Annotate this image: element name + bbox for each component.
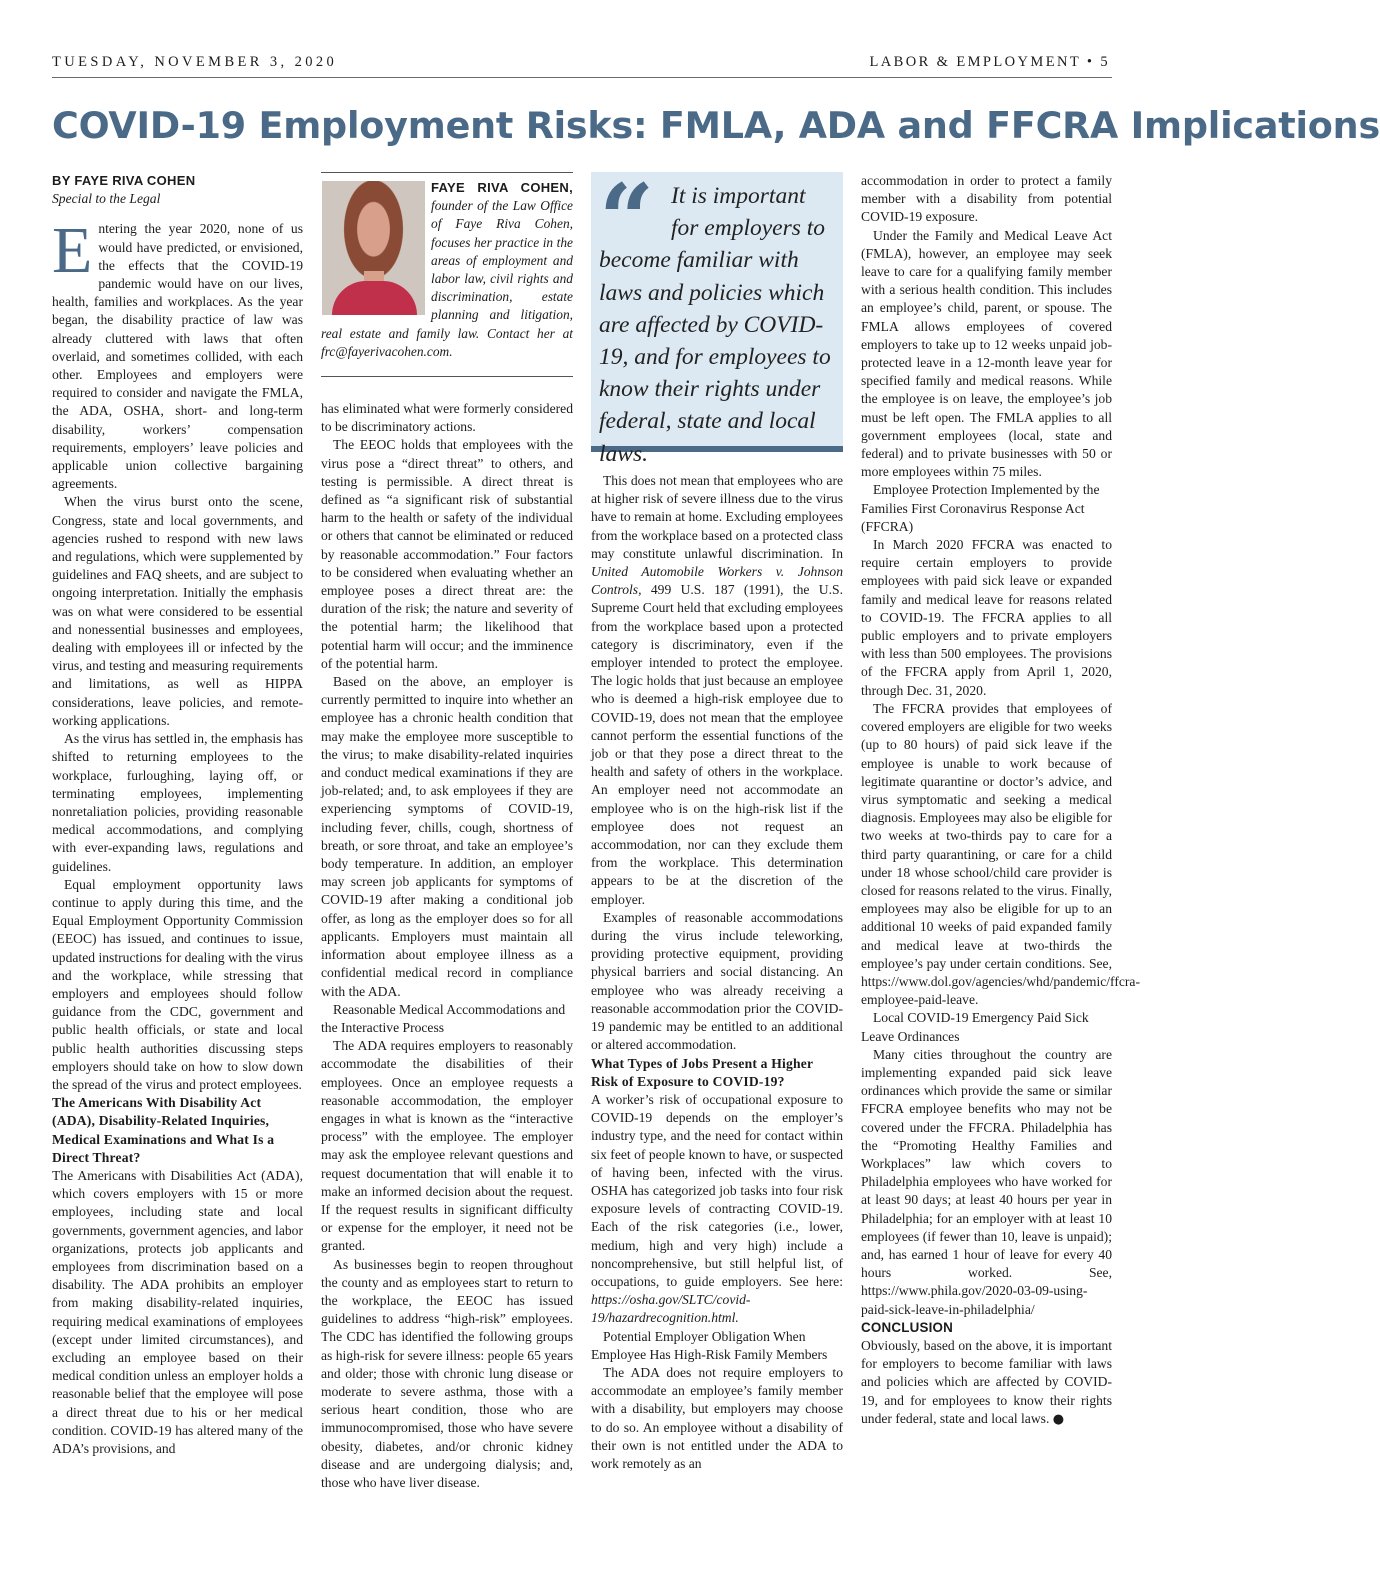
pull-quote-rest: become familiar with laws and policies which are affected by COVID-19, and for employees to know their rights under federal, state and local laws.	[599, 247, 831, 467]
section-subhead: What Types of Jobs Present a Higher Risk of Exposure to COVID-19?	[591, 1055, 813, 1089]
article-column-4	[861, 172, 1140, 1429]
end-mark-icon: ●	[1052, 1411, 1065, 1427]
section-page-label: LABOR & EMPLOYMENT • 5	[869, 54, 1110, 70]
paragraph: has eliminated what were formerly considered to be discriminatory actions.	[321, 401, 573, 435]
article-column-3	[591, 472, 843, 1473]
running-head	[52, 54, 1110, 71]
paragraph: As the virus has settled in, the emphasis has shifted to returning employees to the workplace, furloughing, laying off, or terminating employees, implementing nonretaliation policies, providing reasonable medical accommodations, and complying with ever-expanding laws, regulations and guidelines.	[52, 731, 303, 874]
section-subhead: Reasonable Medical Accommodations and the Interactive Process	[321, 1001, 566, 1035]
photo-shirt	[332, 281, 417, 315]
author-name: FAYE RIVA COHEN,	[431, 180, 573, 195]
paragraph-text: A worker’s risk of occupational exposure to COVID-19 depends on the employer’s industry type, and the need for contact within six feet of people known to have, or suspected of having been, infected with the virus. OSHA has categorized job tasks into four risk exposure levels of contracting COVID-19. Each of the risk categories (i.e., lower, medium, high and very high) include a noncomprehensive, but still helpful list, of occupations, to guide employers. See here:	[591, 1091, 843, 1289]
author-photo	[322, 181, 425, 315]
paragraph	[52, 214, 303, 493]
byline-role: Special to the Legal	[52, 191, 161, 207]
author-description: founder of the Law Office of Faye Riva Cohen, focuses her practice in the areas of employment and labor law, civil rights and discrimination, estate planning and litigation, real estate and family law. Contact her at frc@fayerivacohen.com.	[321, 198, 573, 359]
paragraph: Many cities throughout the country are implementing expanded paid sick leave ordinances which provide the same or similar FFCRA employee benefits who may not be covered under the FFCRA. Philadelphia has the “Promoting Healthy Families and Workplaces” law which covers to Philadelphia employees who have worked for at least 90 days; at least 40 hours per year in Philadelphia; for an employer with at least 10 employees (if fewer than 10, leave is unpaid); and, has earned 1 hour of leave for every 40 hours worked. See, https://www.phila.gov/2020-03-09-using-paid-sick-leave-in-philadelphia/	[861, 1046, 1112, 1317]
author-bio-box	[321, 172, 573, 377]
osha-link[interactable]: https://osha.gov/SLTC/covid-19/hazardrecognition.html.	[591, 1292, 751, 1326]
paragraph: As businesses begin to reopen throughout the county and as employees start to return to the workplace, the EEOC has issued guidelines to address “high-risk” employees. The CDC has identified the following groups as high-risk for severe illness: people 65 years and older; those with chronic lung disease or moderate to severe asthma, those with a serious heart condition, those who are immunocompromised, those who have severe obesity, diabetes, and/or chronic kidney disease and are undergoing dialysis; and, those who have liver disease.	[321, 1256, 573, 1490]
byline: BY FAYE RIVA COHEN	[52, 173, 196, 188]
paragraph: accommodation in order to protect a family member with a disability from potential COVID-19 exposure.	[861, 173, 1112, 225]
article-column-1	[52, 172, 303, 1458]
pull-quote-text	[599, 180, 837, 470]
pull-quote-lead: It is important for employers to	[671, 183, 826, 242]
case-citation: United Automobile Workers v. Johnson Controls,	[591, 564, 843, 598]
paragraph: The ADA does not require employers to accommodate an employee’s family member with a disability, but employers may choose to do so. An employee without a disability of their own is not entitled under the ADA to work remotely as an	[591, 1364, 843, 1471]
paragraph: When the virus burst onto the scene, Congress, state and local governments, and agencies rushed to respond with new laws and regulations, which were supplemented by guidelines and FAQ sheets, and are subject to ongoing interpretation. Initially the emphasis was on what were considered to be essential and nonessential businesses and employees, dealing with employees ill or infected by the virus, and testing and measuring requirements and limitations, as well as HIPPA considerations, leave policies, and remote-working applications.	[52, 494, 303, 728]
section-subhead: The Americans With Disability Act (ADA), Disability-Related Inquiries, Medical Examinations and What Is a Direct Threat?	[52, 1095, 275, 1165]
paragraph-text: This does not mean that employees who are at higher risk of severe illness due to the virus have to remain at home. Excluding employees from the workplace based on a protected class may constitute unlawful discrimination. In	[591, 473, 843, 561]
section-subhead: Potential Employer Obligation When Employee Has High-Risk Family Members	[591, 1328, 828, 1362]
paragraph: Equal employment opportunity laws continue to apply during this time, and the Equal Employment Opportunity Commission (EEOC) has issued, and continues to issue, updated instructions for dealing with the virus and the workplace, while stressing that employers and employees should follow guidance from the CDC, government and public health officials, or state and local public health authorities discussing steps employers should take on how to slow down the spread of the virus and protect employees.	[52, 876, 303, 1092]
paragraph-text: Obviously, based on the above, it is important for employers to become familiar with laws and policies which are affected by COVID-19, and for employees to know their rights under federal, state and local laws.	[861, 1338, 1112, 1426]
paragraph	[591, 472, 843, 909]
paragraph	[591, 1091, 843, 1328]
conclusion-heading: CONCLUSION	[861, 1319, 954, 1335]
paragraph: The ADA requires employers to reasonably accommodate the disabilities of their employees. Once an employee requests a reasonable accommodation, the employer engages in what is known as the “interactive process” with the employee. The employer may ask the employee relevant questions and request documentation that will enable it to make an informed decision about the request. If the request results in significant difficulty or expense for the employer, it need not be granted.	[321, 1038, 573, 1254]
article-column-2	[321, 400, 573, 1492]
paragraph: In March 2020 FFCRA was enacted to require certain employers to provide employees with paid sick leave or expanded family and medical leave for reasons related to COVID-19. The FFCRA applies to all public employers and to private employers with less than 500 employees. The provisions of the FFCRA apply from April 1, 2020, through Dec. 31, 2020.	[861, 537, 1112, 698]
drop-cap: E	[52, 214, 93, 288]
quote-mark-icon: “	[599, 163, 655, 276]
paragraph-text: ntering the year 2020, none of us would have predicted, or envisioned, the effects that the COVID-19 pandemic would have on our lives, health, families and workplaces. As the year began, the disability practice of law was already cluttered with laws that often overlaid, and sometimes collided, with each other. Employees and employers were required to consider and navigate the FMLA, the ADA, OSHA, short- and long-term disability, workers’ compensation requirements, employers’ leave policies and applicable union collective bargaining agreements.	[52, 221, 303, 492]
section-subhead: Employee Protection Implemented by the Families First Coronavirus Response Act (FFCRA)	[861, 482, 1100, 534]
section-subhead: Local COVID-19 Emergency Paid Sick Leave Ordinances	[861, 1010, 1089, 1044]
header-rule	[52, 77, 1112, 78]
paragraph: The Americans with Disabilities Act (ADA), which covers employers with 15 or more employees, including state and local governments, government agencies, and labor organizations, protects job applicants and employees from discrimination based on a disability. The ADA prohibits an employer from making disability-related inquiries, requiring medical examinations of employees (except under limited circumstances), and excluding an employee based on their medical condition unless an employer holds a reasonable belief that the employee will pose a direct threat due to his or her medical condition. COVID-19 has altered many of the ADA’s provisions, and	[52, 1167, 303, 1457]
paragraph: Examples of reasonable accommodations during the virus include teleworking, providing protective equipment, providing physical barriers and social distancing. An employee who was already receiving a reasonable accommodation prior the COVID-19 pandemic may be entitled to an additional or altered accommodation.	[591, 909, 843, 1053]
paragraph: Under the Family and Medical Leave Act (FMLA), however, an employee may seek leave to care for a qualifying family member with a serious health condition. This includes an employee’s child, parent, or spouse. The FMLA allows employees of covered employers to take up to 12 weeks unpaid job-protected leave in a 12-month leave year for specified family and medical reasons. While the employee is on leave, the employee’s job must be left open. The FMLA applies to all government employees (local, state and federal) and to private businesses with 50 or more employees within 75 miles.	[861, 227, 1112, 480]
paragraph	[861, 1337, 1112, 1429]
issue-date: TUESDAY, NOVEMBER 3, 2020	[52, 54, 338, 70]
paragraph: The FFCRA provides that employees of covered employers are eligible for two weeks (up to 80 hours) of paid sick leave if the employee is unable to work because of legitimate quarantine or doctor’s advice, and virus symptomatic and seeking a medical diagnosis. Employees may also be eligible for two weeks at two-thirds pay to care for a third party quarantining, or care for a child under 18 whose school/child care provider is closed for reasons related to the virus. Finally, employees may also be eligible for up to an additional 10 weeks of paid expanded family and medical leave at two-thirds the employee’s pay under certain conditions. See, https://www.dol.gov/agencies/whd/pandemic/ffcra-employee-paid-leave.	[861, 700, 1140, 1008]
article-headline: COVID-19 Employment Risks: FMLA, ADA and FFCRA Implications	[52, 104, 1380, 147]
pull-quote	[591, 163, 843, 467]
paragraph-text: 499 U.S. 187 (1991), the U.S. Supreme Court held that excluding employees from the workplace based upon a protected category is discriminatory, even if the employer intended to protect the employee. The logic holds that just because an employee who is deemed a high-risk employee due to COVID-19, does not mean that the employee cannot perform the essential functions of the job or that they pose a direct threat to the health and safety of others in the workplace. An employer need not accommodate an employee who is on the high-risk list if the employee does not request an accommodation, nor can they exclude them from the workplace. This determination appears to be at the discretion of the employer.	[591, 582, 843, 907]
paragraph: The EEOC holds that employees with the virus pose a “direct threat” to others, and testing is permissible. A direct threat is defined as “a significant risk of substantial harm to the health or safety of the individual or others that cannot be eliminated or reduced by reasonable accommodation.” Four factors to be considered when evaluating whether an employee poses a direct threat are: the duration of the risk; the nature and severity of the potential harm; the likelihood that potential harm will occur; and the imminence of the potential harm.	[321, 437, 573, 671]
paragraph: Based on the above, an employer is currently permitted to inquire into whether an employee has a chronic health condition that may make the employee more susceptible to the virus; to make disability-related inquiries and conduct medical examinations if they are job-related; and, to ask employees if they are experiencing symptoms of COVID-19, including fever, chills, cough, shortness of breath, or sore throat, and take an employee’s body temperature. In addition, an employer may screen job applicants for symptoms of COVID-19 after making a conditional job offer, as long as the employer does so for all applicants. Employers must maintain all information about employee illness as a confidential medical record in compliance with the ADA.	[321, 674, 573, 999]
